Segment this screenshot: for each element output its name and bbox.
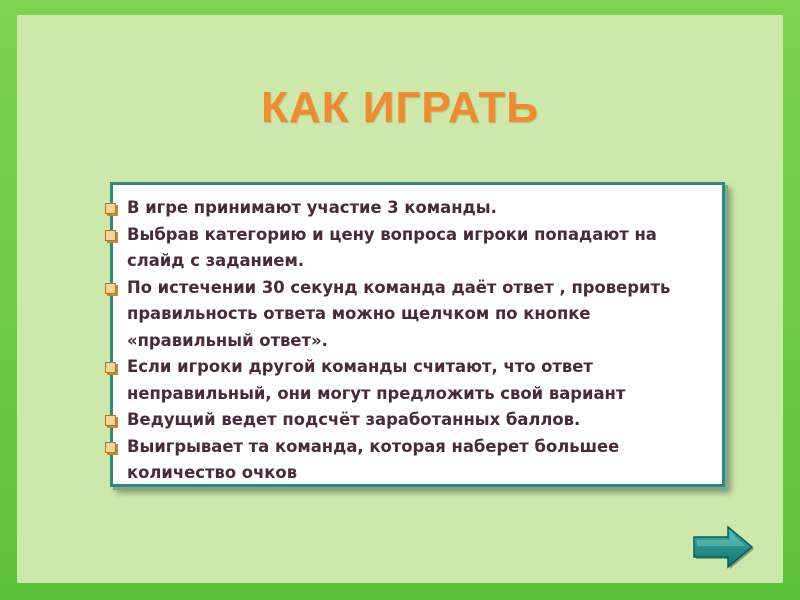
rule-item [113, 407, 712, 434]
rule-text: Ведущий ведет подсчёт заработанных баллов. [127, 410, 581, 429]
rules-list [113, 185, 722, 487]
rule-text: Если игроки другой команды считают, что ответ неправильный, они могут предложить свой вариант [127, 357, 626, 403]
rule-text: Выбрав категорию и цену вопроса игроки попадают на слайд с заданием. [127, 224, 657, 270]
rules-card [110, 182, 725, 487]
slide-panel [17, 15, 783, 583]
checkbox-bullet-icon [105, 362, 116, 373]
slide-title: КАК ИГРАТЬ [261, 83, 539, 132]
checkbox-bullet-icon [105, 283, 116, 294]
checkbox-bullet-icon [105, 230, 116, 241]
rule-text: По истечении 30 секунд команда даёт ответ , проверить правильность ответа можно щелчком по кнопке «правильный ответ». [127, 277, 671, 350]
rule-item [113, 354, 712, 407]
rule-text: Выигрывает та команда, которая наберет большее количество очков [127, 436, 620, 482]
arrow-right-icon [690, 524, 756, 570]
rule-text: В игре принимают участие 3 команды. [127, 198, 497, 217]
checkbox-bullet-icon [105, 442, 116, 453]
rule-item [113, 195, 712, 222]
rule-item [113, 434, 712, 487]
rule-item [113, 275, 712, 355]
checkbox-bullet-icon [105, 415, 116, 426]
next-slide-button[interactable] [690, 524, 756, 570]
rule-item [113, 222, 712, 275]
checkbox-bullet-icon [105, 203, 116, 214]
